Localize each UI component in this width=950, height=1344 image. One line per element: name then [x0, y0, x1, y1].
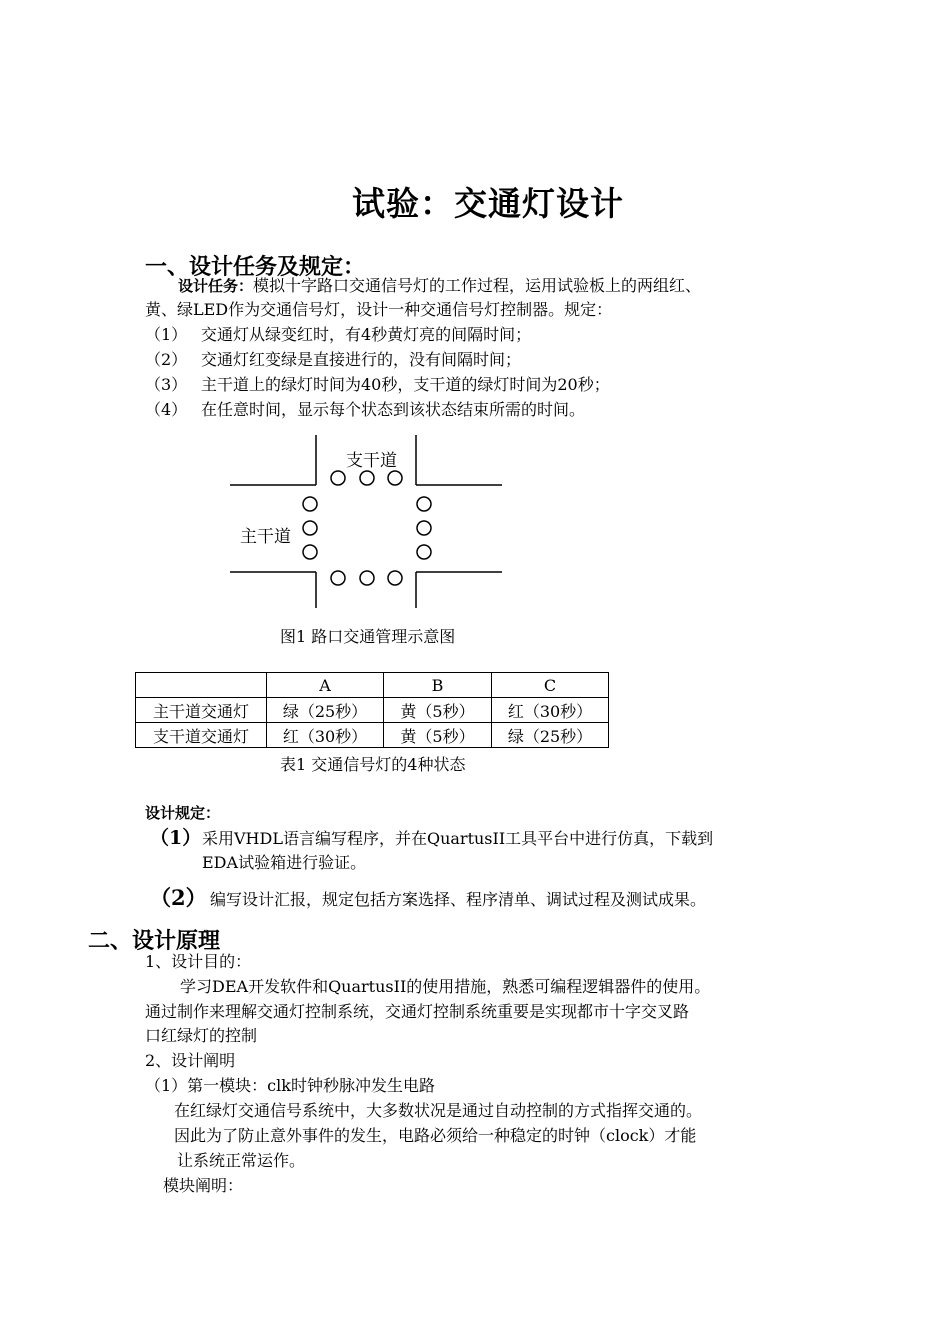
section1-heading: 一、设计任务及规定： — [145, 255, 366, 280]
rule-item: （3） 主干道上的绿灯时间为40秒，支干道的绿灯时间为20秒； — [145, 375, 610, 394]
module-desc-label: 模块阐明： — [163, 1176, 244, 1195]
intersection-diagram — [225, 430, 510, 615]
page-title: 试验：交通灯设计 — [352, 184, 624, 223]
task-line-1 — [178, 274, 701, 298]
design-rule-1-cont: EDA试验箱进行验证。 — [202, 853, 367, 872]
signal-light-icon — [388, 571, 402, 585]
design-rule-1: （1）采用VHDL语言编写程序，并在QuartusII工具平台中进行仿真，下载到 — [150, 827, 714, 849]
states-table — [135, 672, 609, 748]
design-rule-2: （2） 编写设计汇报，规定包括方案选择、程序清单、调试过程及测试成果。 — [150, 885, 707, 910]
desc-label: 2、设计阐明 — [145, 1051, 236, 1070]
rule-item: （1） 交通灯从绿变红时，有4秒黄灯亮的间隔时间； — [145, 325, 532, 344]
rule-item: （4） 在任意时间，显示每个状态到该状态结束所需的时间。 — [145, 400, 586, 419]
purpose-line-3: 口红绿灯的控制 — [145, 1026, 258, 1045]
purpose-label: 1、设计目的： — [145, 952, 252, 971]
signal-light-icon — [331, 471, 345, 485]
table-row: 支干道交通灯 红（30秒） 黄（5秒） 绿（25秒） — [136, 723, 609, 748]
table-caption: 表1 交通信号灯的4种状态 — [280, 755, 466, 774]
signal-light-icon — [303, 497, 317, 511]
task-line-2: 黄、绿LED作为交通信号灯，设计一种交通信号灯控制器。规定： — [145, 300, 613, 319]
signal-light-icon — [360, 571, 374, 585]
module1-line-2: 因此为了防止意外事件的发生，电路必须给一种稳定的时钟（clock）才能 — [174, 1126, 697, 1145]
module1-line-1: 在红绿灯交通信号系统中，大多数状况是通过自动控制的方式指挥交通的。 — [174, 1101, 703, 1120]
signal-light-icon — [331, 571, 345, 585]
signal-light-icon — [417, 521, 431, 535]
table-row: 主干道交通灯 绿（25秒） 黄（5秒） 红（30秒） — [136, 698, 609, 723]
signal-light-icon — [303, 521, 317, 535]
figure-caption: 图1 路口交通管理示意图 — [280, 627, 456, 646]
purpose-line-1: 学习DEA开发软件和QuartusII的使用措施，熟悉可编程逻辑器件的使用。 — [180, 977, 711, 996]
task-label: 设计任务： — [178, 277, 254, 295]
signal-light-icon — [417, 497, 431, 511]
design-rules-label: 设计规定： — [145, 804, 221, 822]
purpose-line-2: 通过制作来理解交通灯控制系统，交通灯控制系统重要是实现都市十字交叉路 — [145, 1002, 690, 1021]
signal-light-icon — [388, 471, 402, 485]
section2-heading: 二、设计原理 — [88, 929, 221, 954]
signal-light-icon — [303, 545, 317, 559]
table-header-row: A B C — [136, 673, 609, 698]
main-road-label: 主干道 — [240, 527, 291, 547]
module1-line-3: 让系统正常运作。 — [177, 1151, 306, 1170]
module1-title: （1）第一模块：clk时钟秒脉冲发生电路 — [145, 1076, 435, 1095]
task-text-1: 模拟十字路口交通信号灯的工作过程，运用试验板上的两组红、 — [253, 276, 702, 295]
signal-light-icon — [360, 471, 374, 485]
rule-item: （2） 交通灯红变绿是直接进行的，没有间隔时间； — [145, 350, 522, 369]
signal-light-icon — [417, 545, 431, 559]
branch-road-label: 支干道 — [346, 451, 397, 471]
